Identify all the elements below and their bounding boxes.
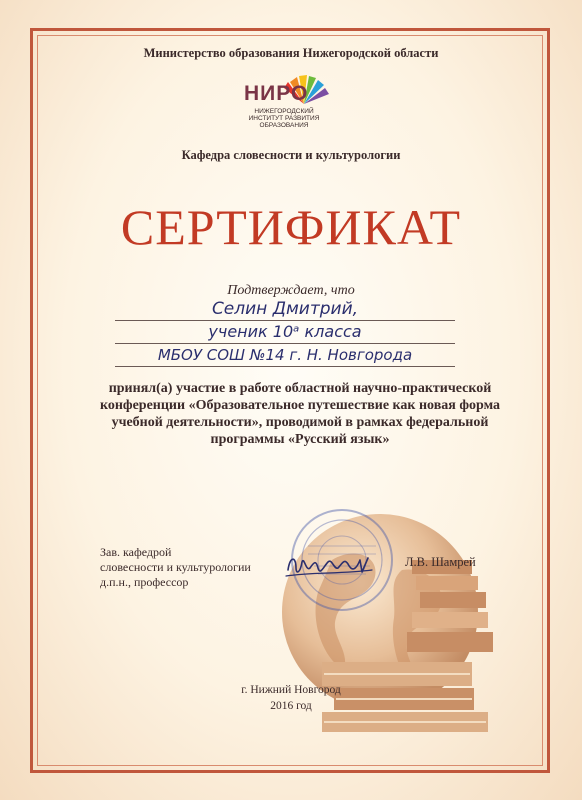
niro-logo bbox=[240, 72, 350, 144]
position-line: словесности и культурологии bbox=[100, 560, 251, 574]
recipient-grade: ученик 10ᵃ класса bbox=[115, 321, 455, 344]
year: 2016 год bbox=[270, 700, 312, 712]
recipient-school: МБОУ СОШ №14 г. Н. Новгорода bbox=[115, 344, 455, 367]
certificate-title: СЕРТИФИКАТ bbox=[120, 199, 462, 255]
department-name: Кафедра словесности и культурологии bbox=[181, 148, 401, 162]
position-line: Зав. кафедрой bbox=[100, 545, 172, 559]
logo-subtitle: НИЖЕГОРОДСКИЙ ИНСТИТУТ РАЗВИТИЯ ОБРАЗОВАНИЯ bbox=[248, 108, 320, 130]
confirmation-text: Подтверждает, что bbox=[227, 283, 355, 298]
ministry-header: Министерство образования Нижегородской области bbox=[143, 46, 439, 60]
signatory-position bbox=[100, 545, 280, 590]
position-line: д.п.н., профессор bbox=[100, 575, 189, 589]
place-and-date bbox=[0, 682, 582, 714]
recipient-name: Селин Дмитрий, bbox=[115, 298, 455, 321]
logo-wordmark: НИРО bbox=[244, 82, 309, 105]
city-name: г. Нижний Новгород bbox=[241, 684, 341, 696]
signatory-name: Л.В. Шамрей bbox=[405, 555, 476, 569]
handwritten-signature bbox=[282, 548, 377, 582]
participation-text: принял(а) участие в работе областной научно-практической конференции «Образовательное путешествие как новая форма учебной деятельности», проводимой в рамках федеральной программы «Русский язык» bbox=[99, 381, 501, 447]
